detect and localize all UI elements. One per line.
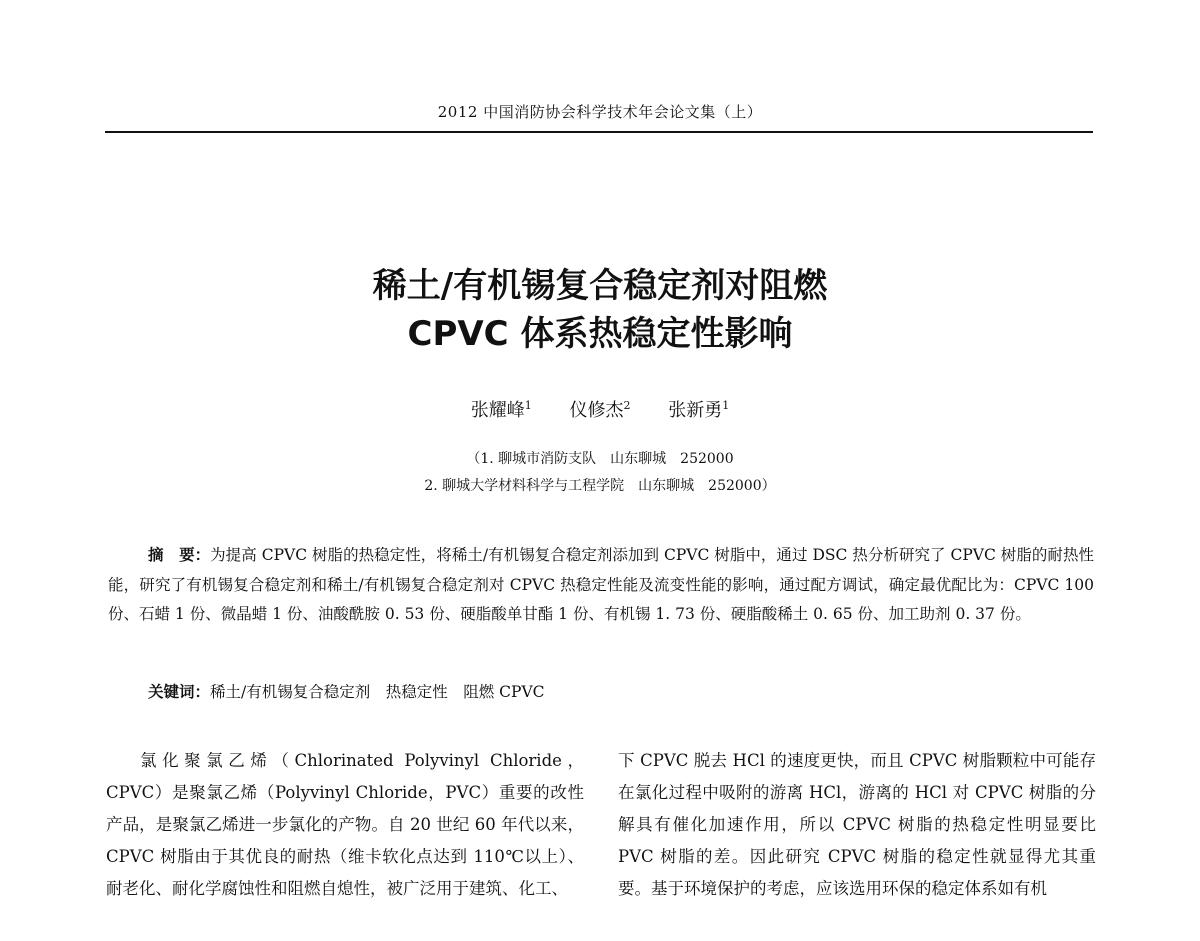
author-name: 张耀峰 (470, 400, 525, 421)
affiliation-line-1: （1. 聊城市消防支队 山东聊城 252000 (466, 451, 734, 467)
header-rule (105, 131, 1093, 133)
running-header: 2012 中国消防协会科学技术年会论文集（上） (437, 103, 763, 121)
body-column-right: 下 CPVC 脱去 HCl 的速度更快，而且 CPVC 树脂颗粒中可能存在氯化过程中吸附的游离 HCl，游离的 HCl 对 CPVC 树脂的分解具有催化加速作用，所以 CPVC 树脂的热稳定性明显要比 PVC 树脂的差。因此研究 CPVC 树脂的稳定性就显得尤其重要。基于环境保护的考虑，应该选用环保的稳定体系如有机 (618, 751, 1096, 898)
affiliations (0, 446, 1200, 500)
body-column-left: 氯化聚氯乙烯（Chlorinated Polyvinyl Chloride，CPVC）是聚氯乙烯（Polyvinyl Chloride，PVC）重要的改性产品，是聚氯乙烯进一步氯化的产物。自 20 世纪 60 年代以来，CPVC 树脂由于其优良的耐热（维卡软化点达到 110℃以上）、耐老化、耐化学腐蚀性和阻燃自熄性，被广泛用于建筑、化工、 (106, 751, 584, 898)
abstract-text: 为提高 CPVC 树脂的热稳定性，将稀土/有机锡复合稳定剂添加到 CPVC 树脂中，通过 DSC 热分析研究了 CPVC 树脂的耐热性能，研究了有机锡复合稳定剂和稀土/有机锡复合稳定剂对 CPVC 热稳定性能及流变性能的影响，通过配方调试，确定最优配比为：CPVC 100 份、石蜡 1 份、微晶蜡 1 份、油酸酰胺 0. 53 份、硬脂酸单甘酯 1 份、有机锡 1. 73 份、硬脂酸稀土 0. 65 份、加工助剂 0. 37 份。 (108, 546, 1094, 623)
author-name: 仪修杰 (569, 400, 624, 421)
keywords-label: 关键词： (148, 683, 211, 701)
affiliation-line-2: 2. 聊城大学材料科学与工程学院 山东聊城 252000） (424, 478, 776, 494)
abstract (108, 541, 1094, 630)
author-name: 张新勇 (668, 400, 723, 421)
title-line-1: 稀土/有机锡复合稳定剂对阻燃 (372, 266, 828, 306)
paper-title (0, 262, 1200, 358)
abstract-label: 摘 要： (148, 546, 211, 564)
author (668, 400, 729, 421)
author-affil-mark: 2 (623, 399, 631, 412)
author-affil-mark: 1 (524, 399, 532, 412)
author-affil-mark: 1 (722, 399, 730, 412)
author-list (0, 396, 1200, 422)
title-line-2: CPVC 体系热稳定性影响 (407, 314, 793, 354)
author (471, 400, 532, 421)
author (570, 400, 631, 421)
keywords-text: 稀土/有机锡复合稳定剂 热稳定性 阻燃 CPVC (210, 683, 545, 701)
keywords (148, 678, 1094, 707)
